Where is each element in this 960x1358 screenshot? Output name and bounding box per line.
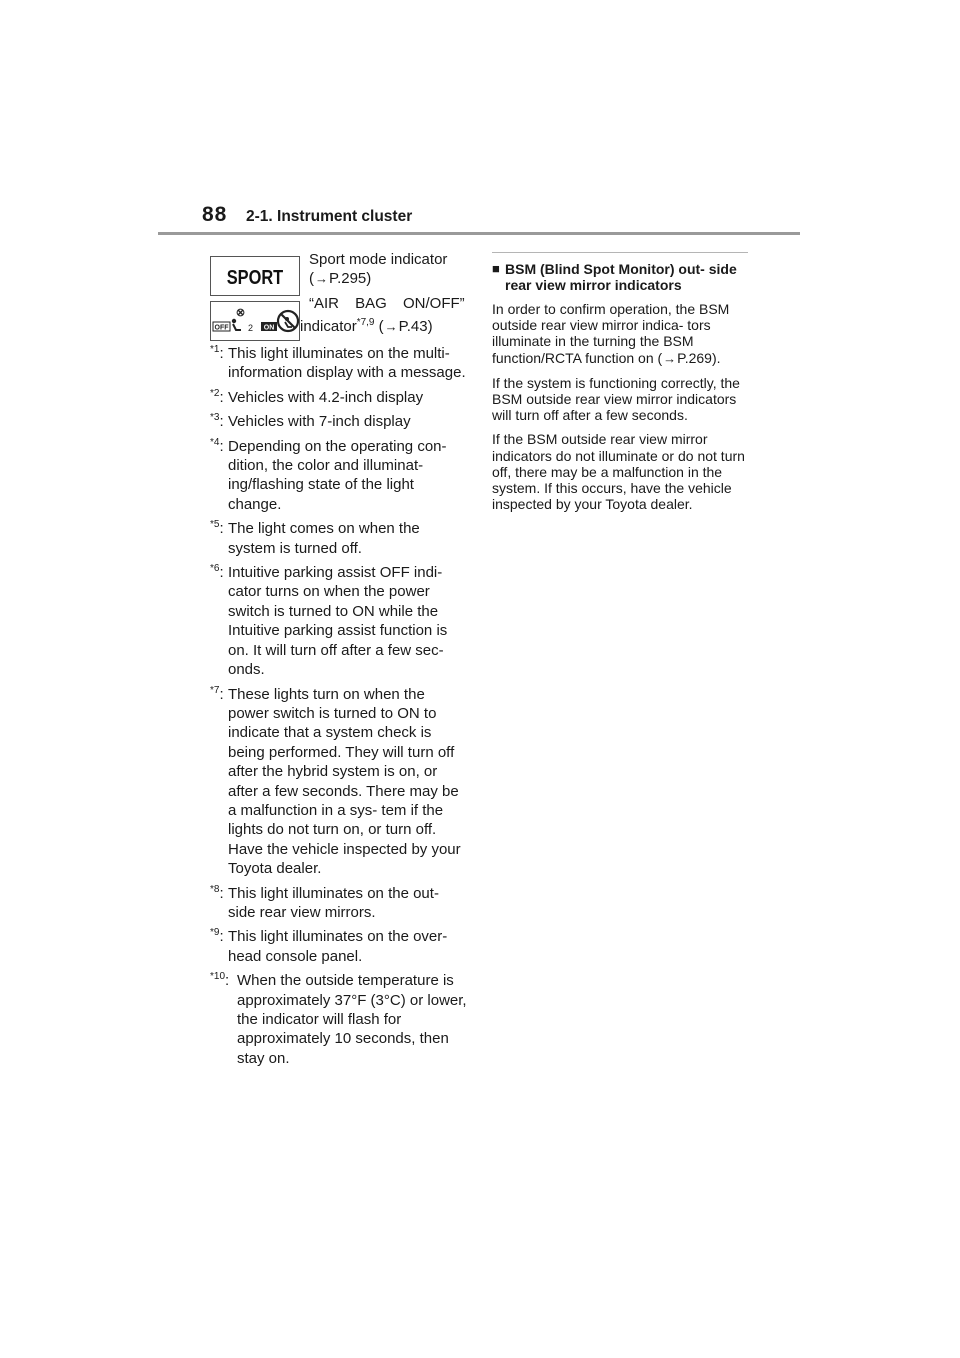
airbag-ref: indicator$^{*7,9}$ (→P.43) xyxy=(300,317,433,335)
bsm-section xyxy=(492,252,752,512)
bsm-paragraph-3: If the BSM outside rear view mirror indicators do not illuminate or do not turn off, there may be a malfunction in the system. If this occurs, have the vehicle inspected by your Toyota dealer. xyxy=(492,431,745,513)
sport-mode-description xyxy=(309,250,469,288)
bsm-heading: ■ BSM (Blind Spot Monitor) out- side rear view mirror indicators xyxy=(492,261,737,293)
arrow-icon: → xyxy=(384,319,398,334)
svg-text:ON: ON xyxy=(263,324,275,332)
footnote: $^{*6}$: Intuitive parking assist OFF indi- cator turns on when the power switch is turned to ON while the Intuitive parking assist function is on. It will turn off after a few sec- onds. xyxy=(210,563,448,679)
bsm-paragraph-2: If the system is functioning correctly, the BSM outside rear view mirror indicators will turn off after a few seconds. xyxy=(492,374,740,424)
arrow-icon: → xyxy=(663,350,677,366)
airbag-label: “AIR BAG ON/OFF” xyxy=(309,295,465,312)
footnote: $^{*7}$: These lights turn on when the power switch is turned to ON to indicate that a system check is being performed. They will turn off after the hybrid system is on, or after a few seconds. There may be a malfunction in a sys- tem if the lights do not turn on, or turn off. Have the vehicle inspected by your Toyota dealer. xyxy=(210,684,461,878)
svg-text:SPORT: SPORT xyxy=(226,265,284,289)
arrow-icon: → xyxy=(315,271,328,286)
section-title: 2-1. Instrument cluster xyxy=(246,208,413,225)
footnote: $^{*5}$: The light comes on when the system is turned off. xyxy=(210,519,420,557)
footnotes-list xyxy=(210,344,468,1073)
sport-mode-label: Sport mode indicator xyxy=(309,251,448,268)
header-rule xyxy=(158,232,800,235)
airbag-on-off-icon xyxy=(210,301,300,341)
footnote: $^{*4}$: Depending on the operating con- dition, the color and illuminat- ing/flashing state of the light change. xyxy=(210,436,447,513)
sport-mode-icon xyxy=(210,256,300,296)
svg-text:2: 2 xyxy=(248,323,254,333)
footnote: $^{*9}$: This light illuminates on the over- head console panel. xyxy=(210,927,448,965)
footnote: $^{*1}$: This light illuminates on the multi-information display with a message. xyxy=(210,344,466,382)
svg-text:OFF: OFF xyxy=(214,324,229,332)
page-number: 88 xyxy=(202,203,228,226)
square-bullet-icon: ■ xyxy=(492,261,500,276)
footnote: $^{*10}$: When the outside temperature is approximately 37°F (3°C) or lower, the indicator will flash for approximately 10 seconds, then stay on. xyxy=(210,971,467,1067)
section-divider xyxy=(492,252,748,253)
bsm-paragraph-1: In order to confirm operation, the BSM outside rear view mirror indica- tors illuminate in the turning the BSM function/RCTA function on (→P.269). xyxy=(492,301,730,366)
footnote: $^{*2}$: Vehicles with 4.2-inch display xyxy=(210,387,424,406)
footnote: $^{*8}$: This light illuminates on the out- side rear view mirrors. xyxy=(210,883,439,921)
footnote: $^{*3}$: Vehicles with 7-inch display xyxy=(210,412,411,431)
airbag-description xyxy=(300,294,469,336)
sport-mode-ref: (→P.295) xyxy=(309,270,372,287)
